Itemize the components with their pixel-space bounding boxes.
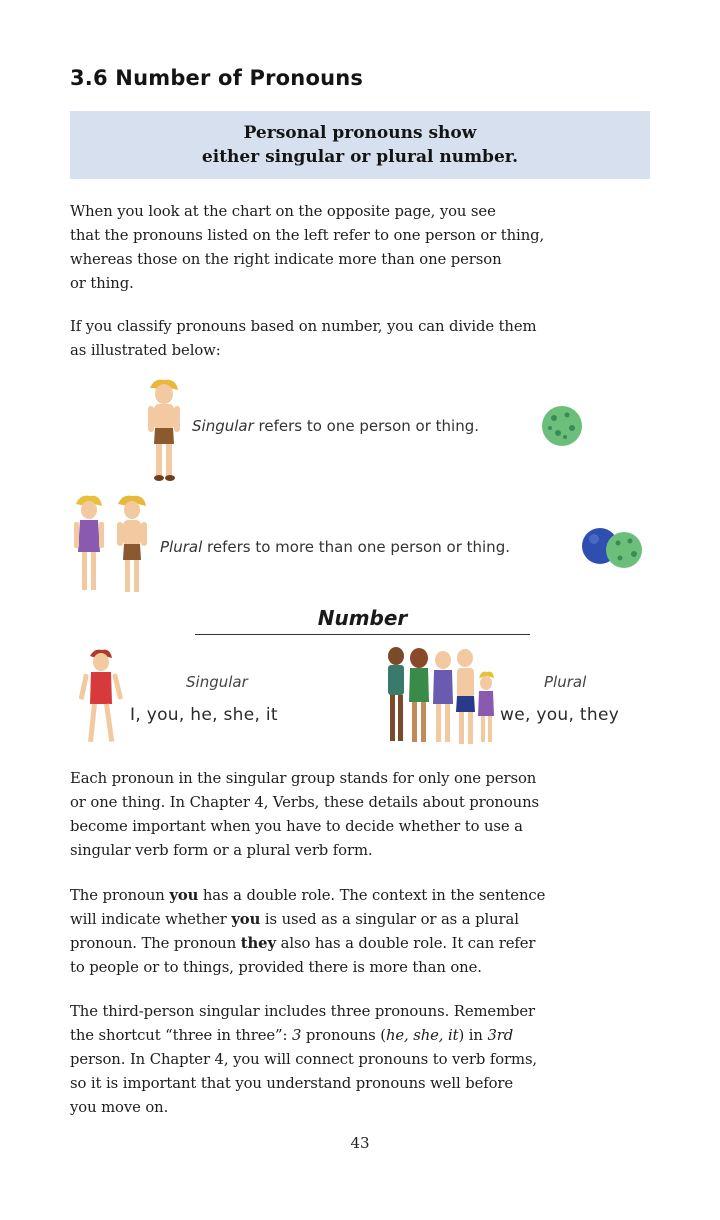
- paragraph-line: as illustrated below:: [70, 342, 221, 359]
- paragraph-line: you move on.: [70, 1099, 169, 1116]
- plural-caption-text: refers to more than one person or thing.: [202, 538, 510, 556]
- number-chart-divider: [195, 634, 530, 635]
- paragraph-line: person. In Chapter 4, you will connect pronouns to verb forms,: [70, 1051, 538, 1068]
- paragraph-line: the shortcut “three in three”: 3 pronouns (he, she, it) in 3rd: [70, 1027, 514, 1044]
- paragraph-line: Each pronoun in the singular group stands for only one person: [70, 770, 537, 787]
- paragraph-5: [70, 1000, 650, 1120]
- paragraph-line: pronoun. The pronoun they also has a double role. It can refer: [70, 935, 536, 952]
- singular-caption: [192, 417, 479, 435]
- paragraph-line: The third-person singular includes three pronouns. Remember: [70, 1003, 536, 1020]
- paragraph-line: that the pronouns listed on the left refer to one person or thing,: [70, 227, 545, 244]
- paragraph-line: When you look at the chart on the opposite page, you see: [70, 203, 496, 220]
- green-ball-icon: [540, 404, 584, 448]
- paragraph-line: singular verb form or a plural verb form.: [70, 842, 373, 859]
- plural-term: Plural: [160, 538, 203, 556]
- singular-column-label: Singular: [186, 673, 248, 691]
- paragraph-line: or thing.: [70, 275, 134, 292]
- paragraph-2: [70, 315, 650, 363]
- single-child-illustration: [78, 648, 128, 752]
- girl-and-boy-illustration: [70, 494, 152, 600]
- paragraph-line: The pronoun you has a double role. The context in the sentence: [70, 887, 546, 904]
- paragraph-line: so it is important that you understand pronouns well before: [70, 1075, 514, 1092]
- singular-caption-text: refers to one person or thing.: [253, 417, 480, 435]
- plural-pronoun-list: we, you, they: [500, 705, 620, 725]
- paragraph-line: will indicate whether you is used as a singular or as a plural: [70, 911, 519, 928]
- paragraph-line: If you classify pronouns based on number, you can divide them: [70, 318, 537, 335]
- paragraph-line: whereas those on the right indicate more than one person: [70, 251, 502, 268]
- paragraph-line: become important when you have to decide whether to use a: [70, 818, 523, 835]
- plural-column-label: Plural: [544, 673, 587, 691]
- two-balls-icon: [580, 526, 646, 570]
- callout-box: [70, 111, 650, 179]
- paragraph-3: [70, 767, 650, 863]
- singular-term: Singular: [192, 417, 254, 435]
- paragraph-line: or one thing. In Chapter 4, Verbs, these details about pronouns: [70, 794, 540, 811]
- number-chart-title: Number: [317, 606, 408, 630]
- plural-caption: [160, 538, 510, 556]
- paragraph-line: to people or to things, provided there is more than one.: [70, 959, 482, 976]
- boy-illustration: [140, 378, 190, 484]
- paragraph-1: [70, 200, 650, 296]
- callout-line-1: Personal pronouns show: [243, 123, 477, 143]
- singular-pronoun-list: I, you, he, she, it: [130, 705, 278, 725]
- paragraph-4: [70, 884, 650, 980]
- section-title: 3.6 Number of Pronouns: [70, 66, 364, 90]
- group-of-children-illustration: [383, 646, 495, 752]
- callout-line-2: either singular or plural number.: [201, 147, 519, 167]
- page-number: 43: [350, 1134, 370, 1152]
